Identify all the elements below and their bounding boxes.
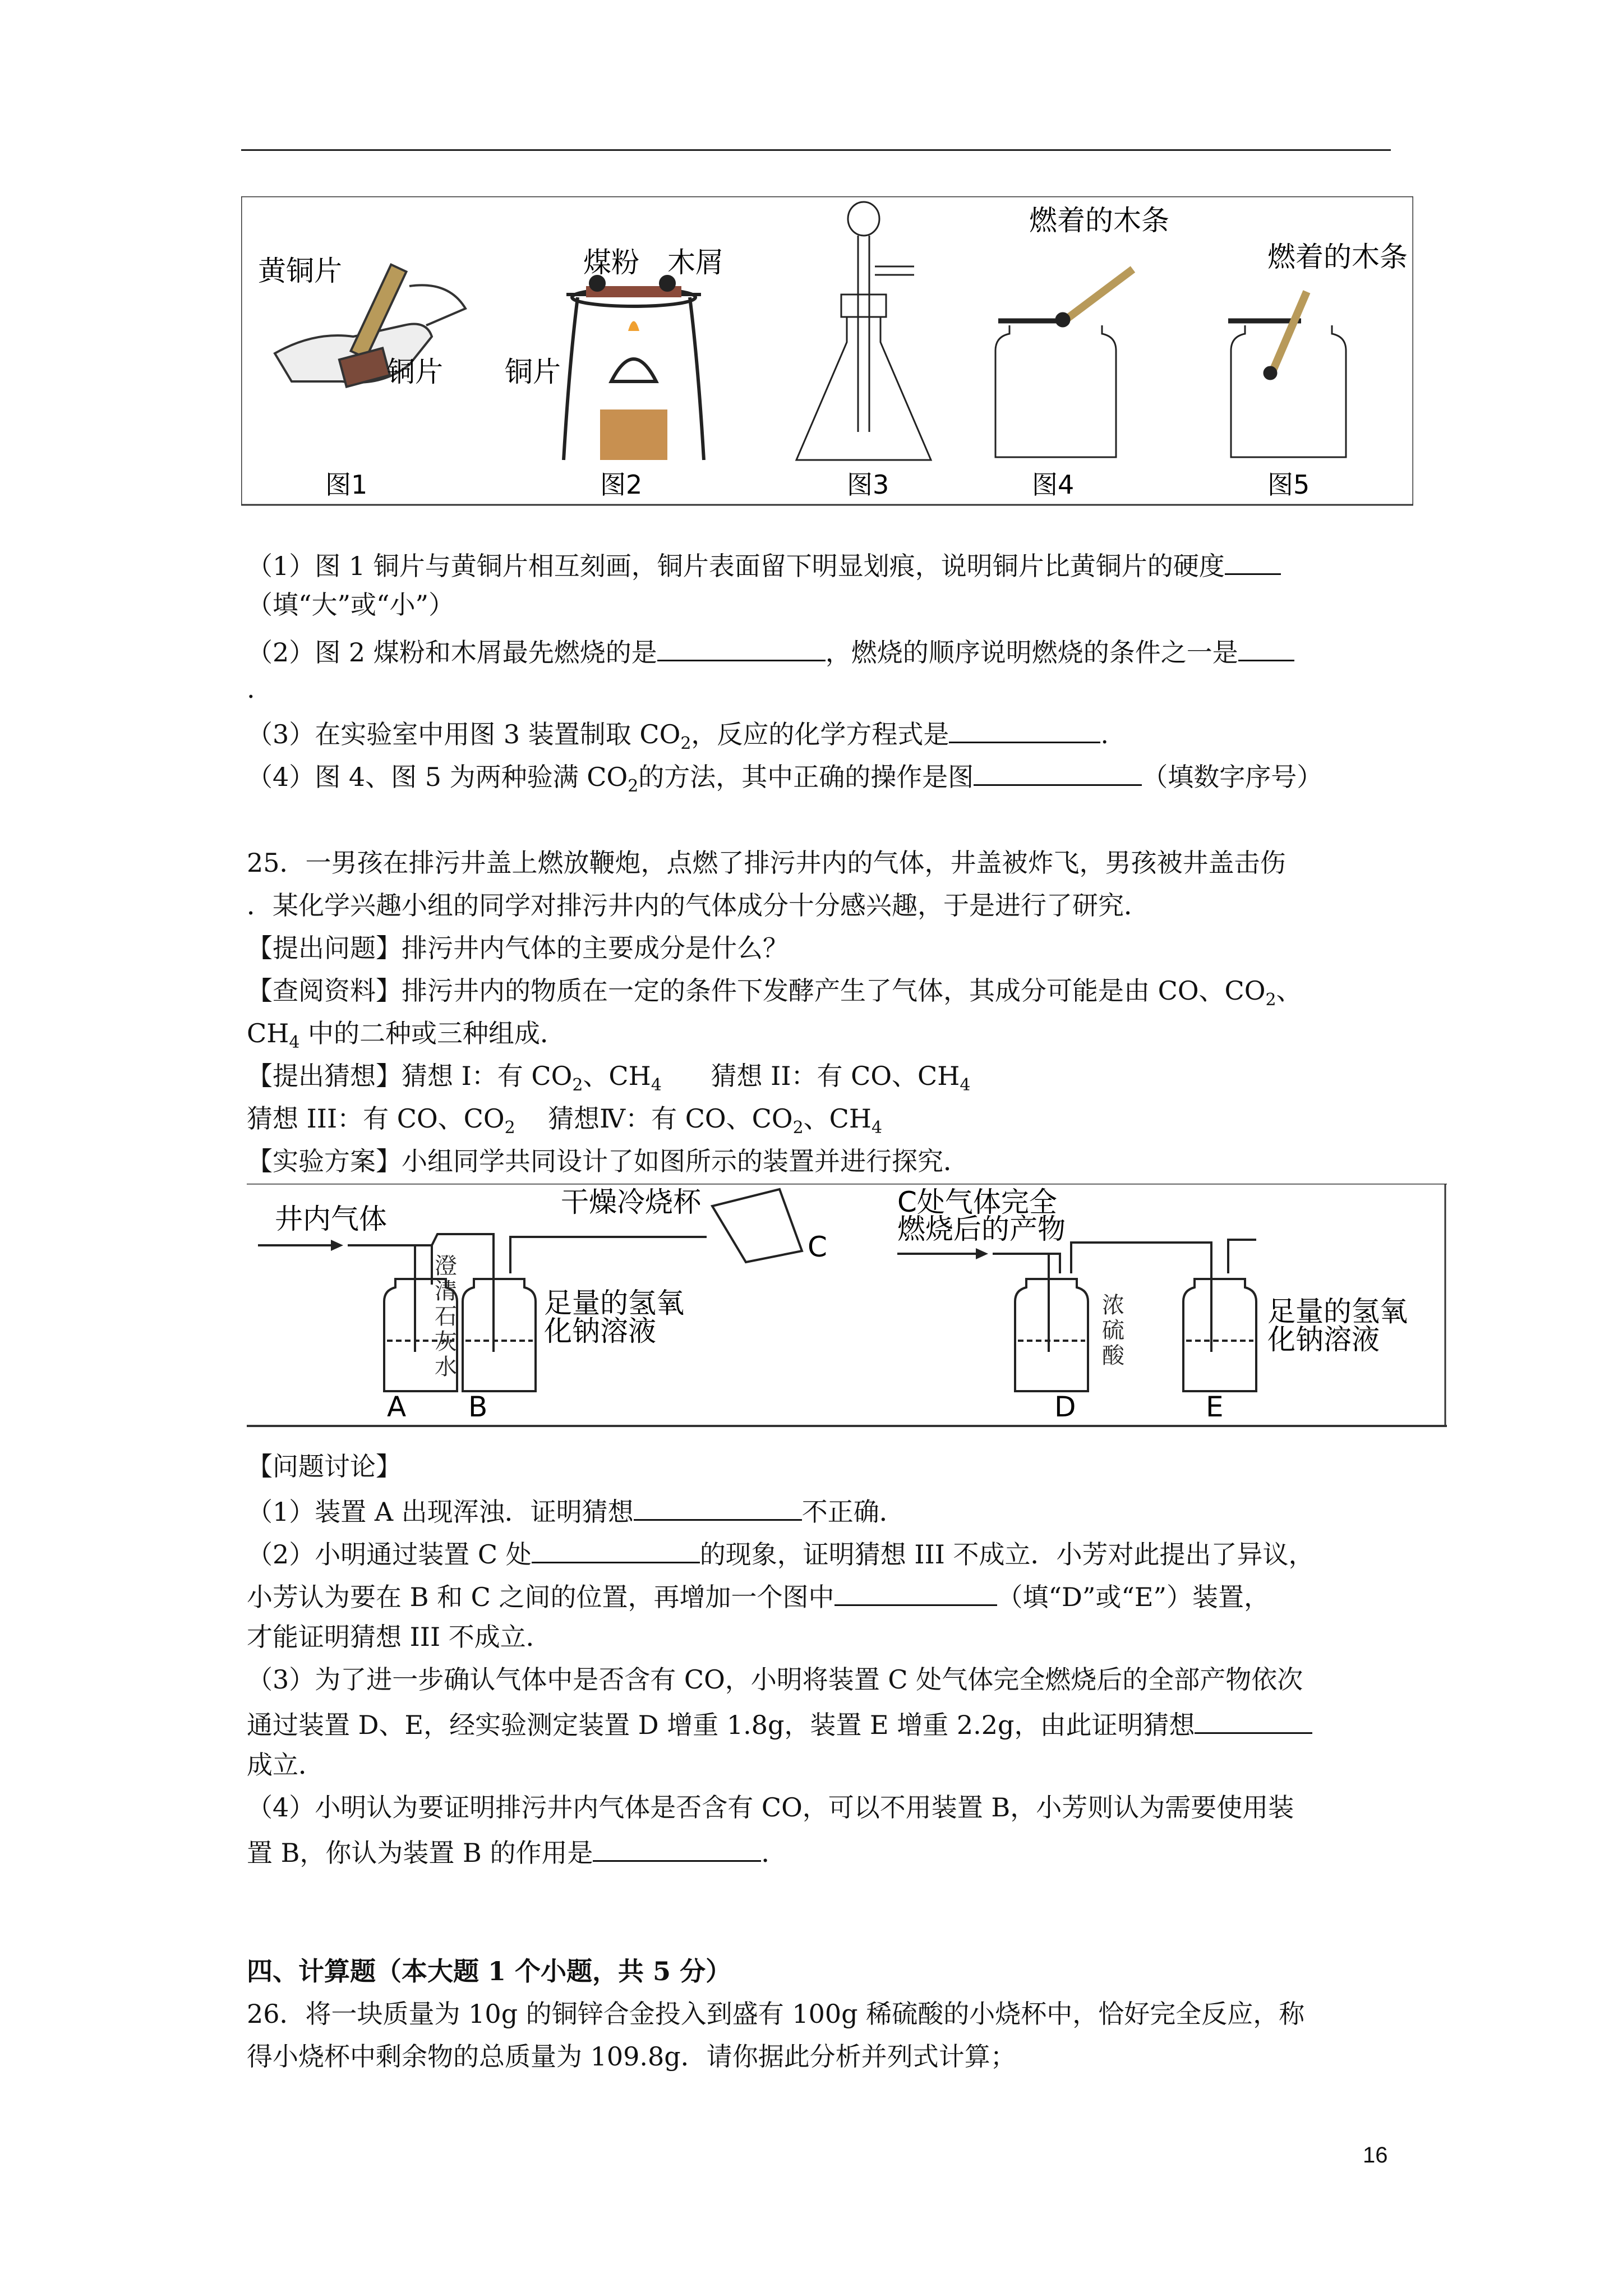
- answer-blank-9[interactable]: [1195, 1701, 1312, 1734]
- fig3-caption: 图3: [847, 470, 889, 500]
- fig2-copper-label: 铜片: [505, 356, 561, 388]
- answer-blank-8[interactable]: [834, 1573, 997, 1606]
- q24-part3: （3）在实验室中用图 3 装置制取 $CO_2$，反应的化学方程式是 .: [247, 710, 1109, 765]
- q26-line2: 得小烧杯中剩余物的总质量为 109.8g．请你据此分析并列式计算；: [247, 2041, 1016, 2072]
- products-label-1: C处气体完全: [897, 1186, 1057, 1218]
- limewater-label: [435, 1253, 457, 1380]
- discussion-4b: 置 B，你认为装置 B 的作用是 ．: [247, 1829, 787, 1874]
- svg-text:澄: 澄: [435, 1253, 457, 1279]
- label-E: E: [1206, 1391, 1224, 1423]
- section4-title: 四、计算题（本大题 1 个小题，共 5 分）: [247, 1956, 732, 1986]
- fig2-tripod-burner: [564, 277, 704, 460]
- fig3-gas-generator: [796, 202, 931, 460]
- q26-line1: 26．将一块质量为 10g 的铜锌合金投入到盛有 100g 稀硫酸的小烧杯中，恰好完全反应，称: [247, 1999, 1305, 2029]
- svg-text:灰: 灰: [435, 1329, 457, 1355]
- fig5-label: 燃着的木条: [1267, 241, 1408, 273]
- q25-line5: $CH_4$ 中的二种或三种组成．: [247, 1018, 566, 1052]
- q25-line6: 【提出猜想】猜想 I：有 $CO_2$、$CH_4$ 猜想 II：有 CO、$CH_4$: [247, 1061, 971, 1095]
- fig1-brass-label: 黄铜片: [258, 255, 342, 287]
- svg-text:清: 清: [435, 1278, 457, 1304]
- answer-blank-1[interactable]: [1225, 542, 1281, 575]
- apparatus-D-E: [993, 1240, 1256, 1391]
- discussion-2c: 才能证明猜想 III 不成立．: [247, 1622, 552, 1652]
- svg-text:浓: 浓: [1102, 1292, 1124, 1318]
- answer-blank-5[interactable]: [974, 753, 1142, 786]
- q24-part4: （4）图 4、图 5 为两种验满 $CO_2$的方法，其中正确的操作是图 （填数字序号）: [247, 753, 1322, 808]
- discussion-heading: 【问题讨论】: [247, 1451, 402, 1481]
- naoh-label-1: 足量的氢氧: [544, 1287, 684, 1319]
- inlet-label: 井内气体: [275, 1203, 387, 1235]
- answer-blank-4[interactable]: [949, 710, 1100, 743]
- fig4-label: 燃着的木条: [1029, 204, 1169, 237]
- q24-part1-hint: （填“大”或“小”）: [247, 590, 455, 620]
- discussion-4: （4）小明认为要证明排污井内气体是否含有 CO，可以不用装置 B，小芳则认为需要使用装: [247, 1792, 1294, 1823]
- label-A: A: [387, 1391, 407, 1423]
- naoh-label-e2: 化钠溶液: [1267, 1323, 1380, 1356]
- q24-part1: （1）图 1 铜片与黄铜片相互刻画，铜片表面留下明显划痕，说明铜片比黄铜片的硬度: [247, 542, 1281, 587]
- beaker-label: 干燥冷烧杯: [561, 1186, 701, 1218]
- answer-blank-6[interactable]: [634, 1488, 802, 1521]
- svg-text:酸: 酸: [1102, 1343, 1124, 1369]
- fig2-caption: 图2: [600, 470, 643, 500]
- discussion-3c: 成立．: [247, 1750, 324, 1780]
- q25-line4: 【查阅资料】排污井内的物质在一定的条件下发酵产生了气体，其成分可能是由 CO、$CO_2$、: [247, 976, 1302, 1010]
- q25-line2: ．某化学兴趣小组的同学对排污井内的气体成分十分感兴趣，于是进行了研究．: [247, 890, 1150, 921]
- header-rule: [241, 149, 1391, 151]
- q25-line1: 25．一男孩在排污井盖上燃放鞭炮，点燃了排污井内的气体，井盖被炸飞，男孩被井盖击伤: [247, 848, 1286, 878]
- q24-part2-end: .: [247, 674, 255, 704]
- discussion-1: （1）装置 A 出现浑浊．证明猜想 不正确．: [247, 1488, 905, 1533]
- fig4-jar-stick-at-mouth: [995, 269, 1133, 457]
- svg-text:水: 水: [435, 1354, 457, 1380]
- fig1-caption: 图1: [325, 470, 368, 500]
- naoh-label-2: 化钠溶液: [544, 1315, 656, 1347]
- acid-label: [1102, 1292, 1125, 1369]
- discussion-2b: 小芳认为要在 B 和 C 之间的位置，再增加一个图中 （填“D”或“E”）装置，: [247, 1573, 1270, 1618]
- q24-part2: （2）图 2 煤粉和木屑最先燃烧的是 ，燃烧的顺序说明燃烧的条件之一是: [247, 628, 1294, 674]
- discussion-2: （2）小明通过装置 C 处 的现象，证明猜想 III 不成立．小芳对此提出了异议，: [247, 1530, 1314, 1576]
- products-label-2: 燃烧后的产物: [897, 1213, 1066, 1245]
- fig5-jar-stick-inside: [1228, 292, 1346, 457]
- fig2-wood-label: 木屑: [667, 246, 723, 279]
- svg-text:石: 石: [435, 1304, 457, 1329]
- answer-blank-7[interactable]: [532, 1530, 700, 1563]
- answer-blank-3[interactable]: [1238, 628, 1294, 661]
- naoh-label-e1: 足量的氢氧: [1267, 1295, 1408, 1328]
- fig4-caption: 图4: [1032, 470, 1075, 500]
- answer-blank-10[interactable]: [593, 1829, 761, 1862]
- label-D: D: [1054, 1391, 1076, 1423]
- q25-line3: 【提出问题】排污井内气体的主要成分是什么？: [247, 933, 789, 963]
- label-B: B: [468, 1391, 488, 1423]
- q25-line8: 【实验方案】小组同学共同设计了如图所示的装置并进行探究．: [247, 1146, 969, 1176]
- svg-text:硫: 硫: [1102, 1318, 1124, 1343]
- fig5-caption: 图5: [1267, 470, 1310, 500]
- figure-gas-analysis-apparatus: [247, 1184, 1447, 1430]
- page-number: 16: [1363, 2143, 1388, 2168]
- q25-line7: 猜想 III：有 CO、$CO_2$ 猜想Ⅳ：有 CO、$CO_2$、$CH_4$: [247, 1103, 883, 1138]
- figure-combustion-apparatus: [241, 196, 1413, 510]
- fig2-coal-label: 煤粉: [583, 246, 639, 279]
- discussion-3: （3）为了进一步确认气体中是否含有 CO，小明将装置 C 处气体完全燃烧后的全部产物依次: [247, 1664, 1303, 1695]
- discussion-3b: 通过装置 D、E，经实验测定装置 D 增重 1.8g，装置 E 增重 2.2g，由此证明猜想: [247, 1701, 1312, 1746]
- answer-blank-2[interactable]: [657, 628, 826, 661]
- fig1-copper-label: 铜片: [387, 356, 443, 388]
- c-label: C: [808, 1231, 827, 1263]
